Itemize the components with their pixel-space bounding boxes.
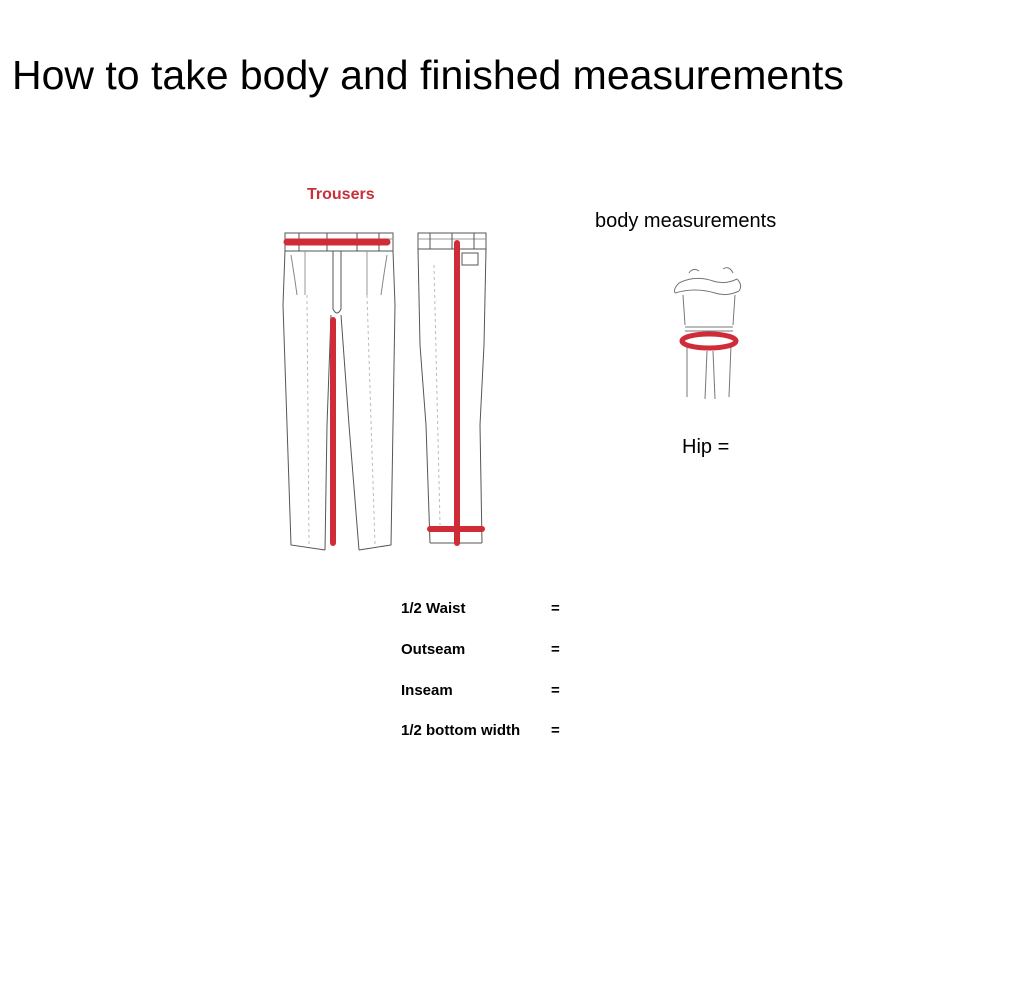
measurement-label: Inseam [401, 682, 453, 699]
measurement-label: 1/2 bottom width [401, 722, 521, 739]
measurement-label: 1/2 Waist [401, 600, 466, 617]
trousers-label: Trousers [307, 186, 375, 203]
page-title: How to take body and finished measurements [12, 52, 844, 98]
measurement-row-outseam [401, 641, 560, 658]
hip-label: Hip = [682, 436, 730, 458]
trousers-front-illustration [275, 225, 405, 560]
measurement-equals: = [551, 600, 560, 617]
body-measurements-label: body measurements [595, 210, 777, 232]
measurement-equals: = [551, 641, 560, 658]
measurement-row-inseam [401, 682, 560, 699]
measurement-equals: = [551, 722, 560, 739]
measurement-equals: = [551, 682, 560, 699]
body-figure-illustration [665, 265, 755, 405]
measurement-row-half-bottom-width [401, 722, 560, 739]
trousers-side-illustration [410, 225, 495, 560]
measurement-row-half-waist [401, 600, 560, 617]
measurement-label: Outseam [401, 641, 466, 658]
